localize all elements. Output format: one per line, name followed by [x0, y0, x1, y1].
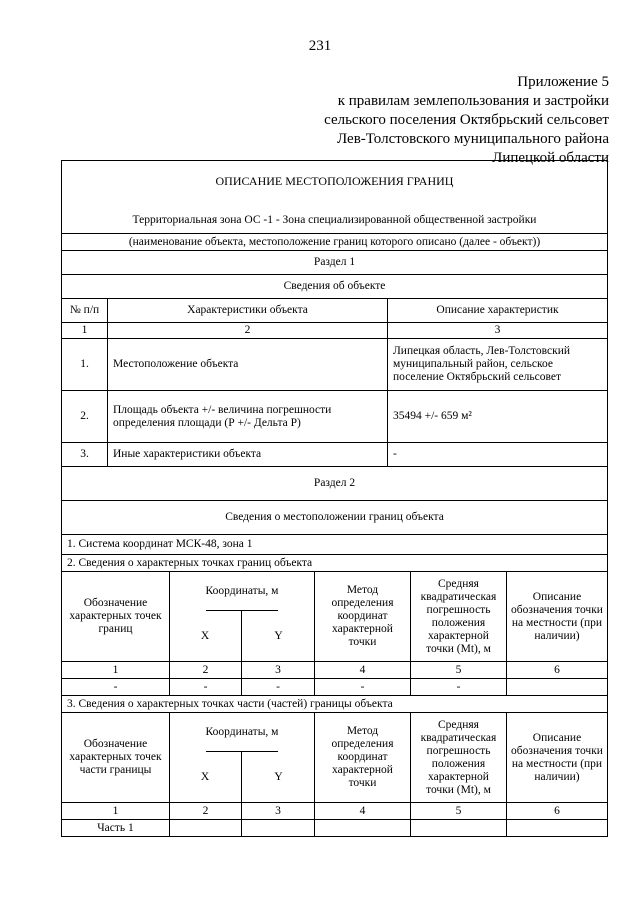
- header-description: Описание характеристик: [436, 304, 559, 316]
- section2-title: Раздел 2: [313, 477, 356, 489]
- col-number: 3: [242, 803, 315, 819]
- col-number: 1: [62, 803, 170, 819]
- title-block: [61, 160, 608, 234]
- object-note: (наименование объекта, местоположение границ которого описано (далее - объект)): [128, 235, 541, 248]
- header-x: X: [169, 611, 242, 661]
- header-method: Метод определения координат характерной точки: [315, 713, 411, 802]
- table-cell: [315, 820, 411, 836]
- col-number: 1: [62, 323, 108, 338]
- col-number: 2: [170, 662, 242, 678]
- table-row: [61, 391, 608, 443]
- document-title: ОПИСАНИЕ МЕСТОПОЛОЖЕНИЯ ГРАНИЦ: [215, 174, 454, 188]
- table-cell: -: [315, 679, 411, 695]
- section2-subtitle-row: [61, 501, 608, 535]
- col-number: 4: [315, 662, 411, 678]
- header-error: Средняя квадратическая погрешность положения характерной точки (Mt), м: [411, 572, 507, 661]
- table-cell: -: [170, 679, 242, 695]
- points-heading-row: [61, 555, 608, 572]
- appendix-line: к правилам землепользования и застройки: [337, 93, 609, 109]
- part-label: Часть 1: [62, 820, 170, 836]
- row-num: 2.: [62, 391, 108, 442]
- table-cell: [507, 820, 607, 836]
- section1-title-row: [61, 251, 608, 275]
- row-characteristic: Местоположение объекта: [108, 339, 388, 390]
- header-coordinates: Координаты, м: [206, 713, 279, 752]
- table-cell: [170, 820, 242, 836]
- col-number: 5: [411, 803, 507, 819]
- col-number: 5: [411, 662, 507, 678]
- col-number: 3: [494, 324, 501, 336]
- row-num: 3.: [62, 443, 108, 466]
- row-description: Липецкая область, Лев-Толстовский муниципальный район, сельское поселение Октябрьский сельсовет: [393, 345, 571, 383]
- section1-colnum-row: [61, 323, 608, 339]
- col-number: 2: [108, 323, 388, 338]
- section2-subtitle: Сведения о местоположении границ объекта: [225, 511, 444, 523]
- appendix-header: [324, 73, 609, 168]
- table-cell: -: [62, 679, 170, 695]
- appendix-line: сельского поселения Октябрьский сельсовет: [324, 112, 609, 128]
- col-number: 4: [315, 803, 411, 819]
- section2-title-row: [61, 467, 608, 501]
- row-characteristic: Площадь объекта +/- величина погрешности определения площади (Р +/- Дельта Р): [108, 391, 388, 442]
- section1-subtitle: Сведения об объекте: [283, 280, 386, 292]
- part-heading-row: [61, 696, 608, 713]
- row-description: 35494 +/- 659 м²: [393, 410, 472, 422]
- table-row: [61, 679, 608, 696]
- points-table-header: [61, 572, 608, 662]
- header-designation: Обозначение характерных точек границ: [62, 572, 170, 661]
- table-cell: -: [411, 679, 507, 695]
- page-number: 231: [308, 38, 332, 54]
- row-characteristic: Иные характеристики объекта: [108, 443, 388, 466]
- section1-title: Раздел 1: [313, 256, 356, 268]
- header-point-description: Описание обозначения точки на местности (при наличии): [511, 731, 603, 783]
- col-number: 3: [242, 662, 315, 678]
- boundary-description-table: [61, 160, 608, 837]
- table-cell: [507, 679, 607, 695]
- header-characteristic: Характеристики объекта: [108, 299, 388, 322]
- points-heading: 2. Сведения о характерных точках границ объекта: [67, 556, 313, 569]
- header-y: Y: [274, 629, 283, 642]
- appendix-line: Липецкой области: [492, 150, 609, 166]
- col-number: 6: [554, 663, 560, 676]
- header-num: № п/п: [62, 299, 108, 322]
- row-description: -: [393, 448, 397, 460]
- table-cell: -: [242, 679, 315, 695]
- points-colnum-row: [61, 662, 608, 679]
- header-method: Метод определения координат характерной точки: [315, 572, 411, 661]
- coord-system: 1. Система координат МСК-48, зона 1: [67, 538, 253, 550]
- header-x: X: [169, 752, 242, 802]
- coord-system-row: [61, 535, 608, 555]
- section1-header-row: [61, 299, 608, 323]
- part-points-table-header: [61, 713, 608, 803]
- object-note-row: [61, 234, 608, 251]
- table-cell: [242, 820, 315, 836]
- header-designation: Обозначение характерных точек части границы: [62, 713, 170, 802]
- header-error: Средняя квадратическая погрешность положения характерной точки (Mt), м: [411, 713, 507, 802]
- col-number: 2: [170, 803, 242, 819]
- row-num: 1.: [62, 339, 108, 390]
- header-point-description: Описание обозначения точки на местности (при наличии): [511, 590, 603, 642]
- table-row: [61, 339, 608, 391]
- table-cell: [411, 820, 507, 836]
- table-row: [61, 820, 608, 837]
- table-row: [61, 443, 608, 467]
- col-number: 1: [62, 662, 170, 678]
- section1-subtitle-row: [61, 275, 608, 299]
- appendix-line: Приложение 5: [517, 74, 609, 90]
- header-coordinates: Координаты, м: [206, 572, 279, 611]
- appendix-line: Лев-Толстовского муниципального района: [336, 131, 609, 147]
- part-heading: 3. Сведения о характерных точках части (частей) границы объекта: [67, 697, 393, 710]
- part-colnum-row: [61, 803, 608, 820]
- zone-name: Территориальная зона ОС -1 - Зона специализированной общественной застройки: [132, 214, 537, 226]
- header-y: Y: [274, 770, 283, 783]
- col-number: 6: [554, 804, 560, 817]
